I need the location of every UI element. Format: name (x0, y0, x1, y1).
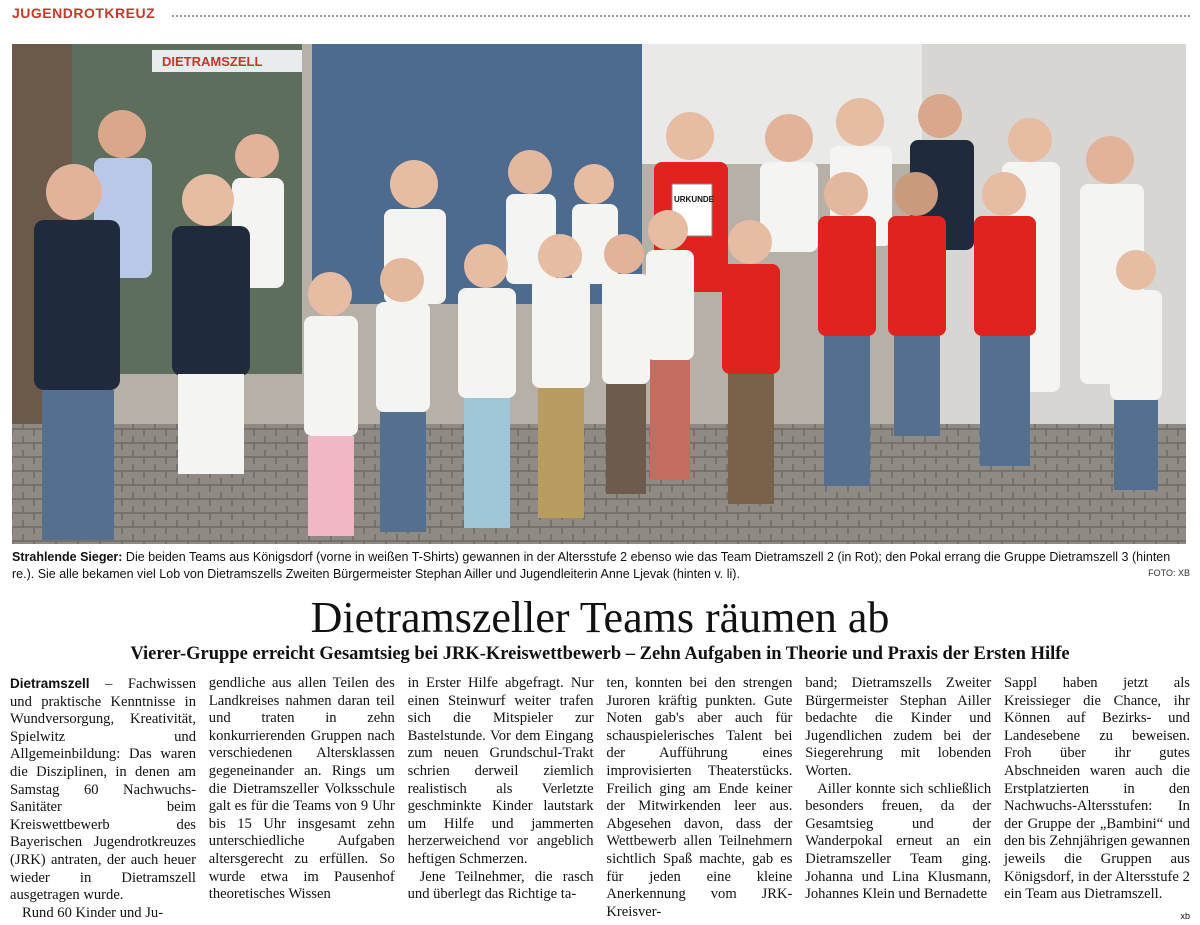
article-paragraph: Sappl haben jetzt als Kreissieger die Chance, ihr Können auf Bezirks- und Landesebene zu beweisen. Froh über ihr gutes Abschneiden waren auch die Erstplatzierten in den Nachwuchs-Altersstufen: In der Gruppe der „Bambini“ und den bis Zehnjährigen gewannen jeweils die Gruppen aus Königsdorf, in der Altersstufe 2 ein Team aus Dietramszell. (1003, 675, 1190, 903)
paragraph-text: – Fachwissen und praktische Kenntnisse in Wundversorgung, Kreativität, Spielwitz und Allgemeinbildung: Das waren die Disziplinen, in denen am Samstag 60 Nachwuchs-Sanitäter beim Kreiswettbewerb des Bayerischen Jugendrotkreuzes (JRK) antraten, der auch heuer wieder in Dietramszell ausgetragen wurde. (10, 676, 196, 904)
dotted-rule (172, 15, 1190, 17)
caption-lead: Strahlende Sieger: (12, 550, 123, 564)
photo-caption (12, 549, 1188, 583)
article-paragraph: in Erster Hilfe abgefragt. Nur einen Steinwurf weiter trafen sich die Mitspieler zur Bastelstunde. Vor dem Eingang zum neuen Grundschul-Trakt schrien derweil ziemlich realistisch als Verletzte geschminkte Kinder lautstark um Hilfe und jammerten herzerweichend vor angeblich heftigen Schmerzen. (407, 675, 594, 867)
article-paragraph: Jene Teilnehmer, die rasch und überlegt das Richtige ta- (407, 868, 594, 903)
section-header (12, 4, 1190, 26)
article-column-3 (407, 675, 594, 903)
headline: Dietramszeller Teams räumen ab (310, 593, 890, 642)
author-tag: xb (1180, 910, 1190, 921)
subheadline: Vierer-Gruppe erreicht Gesamtsieg bei JRK-Kreiswettbewerb – Zehn Aufgaben in Theorie und Praxis der Ersten Hilfe (130, 644, 1070, 664)
section-kicker: JUGENDROTKREUZ (12, 5, 156, 21)
photo-certificate-text: URKUNDE (674, 195, 714, 204)
article-body (10, 675, 1190, 921)
article-column-4 (606, 675, 793, 920)
article-paragraph: band; Dietramszells Zweiter Bürgermeister Stephan Ailler bedachte die Kinder und Jugendlichen zudem bei der Siegerehrung mit lobenden Worten. (805, 675, 992, 779)
article-column-5 (805, 675, 992, 903)
article-paragraph: gendliche aus allen Teilen des Landkreises nahmen daran teil und traten in zehn konkurrierenden Gruppen nach verschiedenen Altersklassen gegeneinander an. Rings um die Dietramszeller Volksschule galt es für die Teams von 9 Uhr bis 15 Uhr insgesamt zehn unterschiedliche Aufgaben altersgerecht zu erfüllen. So wurde etwa im Pausenhof theoretisches Wissen (208, 675, 395, 903)
article-column-2 (208, 675, 395, 903)
photo-sign-text: DIETRAMSZELL (162, 54, 263, 69)
article-paragraph: Rund 60 Kinder und Ju- (22, 904, 164, 921)
dateline: Dietramszell (10, 676, 90, 691)
group-photo (12, 44, 1186, 544)
article-paragraph (10, 675, 196, 905)
article-column-6 (1003, 675, 1190, 921)
caption-text: Die beiden Teams aus Königsdorf (vorne in weißen T-Shirts) gewannen in der Altersstufe 2 ebenso wie das Team Dietramszell 2 (in Rot); den Pokal errang die Gruppe Dietramszell 3 (hinten re.). Sie alle bekamen viel Lob von Dietramszells Zweiten Bürgermeister Stephan Ailler und Jugendleiterin Anne Ljevak (hinten v. li). (12, 550, 1171, 581)
article-paragraph: Ailler konnte sich schließlich besonders freuen, da der Gesamtsieg und der Wanderpokal erneut an ein Dietramszeller Team ging. Johanna und Lina Klusmann, Johannes Klein und Bernadette (805, 780, 992, 903)
article-column-1 (10, 675, 196, 921)
article-paragraph: ten, konnten bei den strengen Juroren kräftig punkten. Gute Noten gab's aber auch für schauspielerisches Talent bei der Aufführung eines improvisierten Theaterstücks. Freilich ging am Ende keiner der Mitwirkenden leer aus. Abgesehen davon, dass der Wettbewerb allen Teilnehmern sichtlich Spaß machte, gab es für jeden eine kleine Anerkennung vom JRK-Kreisver- (606, 675, 793, 920)
photo-credit: FOTO: XB (1148, 568, 1190, 578)
